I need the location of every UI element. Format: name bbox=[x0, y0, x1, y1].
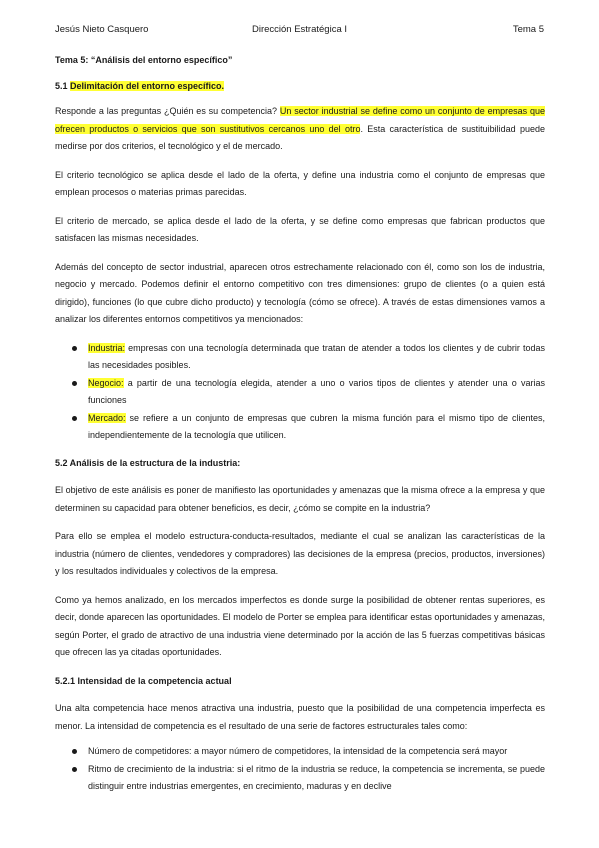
text-run: se refiere a un conjunto de empresas que cubren la misma función para el mismo tipo de clientes, independientemente de la tecnología que utilicen. bbox=[88, 412, 545, 440]
paragraph: El objetivo de este análisis es poner de manifiesto las oportunidades y amenazas que la misma ofrece a la empresa y que determinen su capacidad para obtener beneficios, es decir, ¿cómo se compite en la industria? bbox=[55, 485, 545, 513]
bullet-icon bbox=[72, 346, 77, 351]
paragraph: Para ello se emplea el modelo estructura-conducta-resultados, mediante el cual se analizan las características de la industria (número de clientes, vendedores y compradores) las decisiones de la empresa (precios, productos, inversiones) y los resultados individuales y colectivos de la empresa. bbox=[55, 531, 545, 576]
bullet-icon bbox=[72, 416, 77, 421]
header-author: Jesús Nieto Casquero bbox=[55, 24, 149, 35]
section-5-2-1-heading: 5.2.1 Intensidad de la competencia actual bbox=[55, 675, 232, 686]
factors-list bbox=[55, 743, 545, 796]
header-topic: Tema 5 bbox=[512, 24, 544, 35]
list-item bbox=[55, 340, 545, 375]
bullet-icon bbox=[72, 749, 77, 754]
paragraph: El criterio de mercado, se aplica desde el lado de la oferta, y se define como empresas que fabrican productos que satisfacen las mismas necesidades. bbox=[55, 215, 545, 243]
bullet-icon bbox=[72, 381, 77, 386]
list-item bbox=[55, 743, 545, 761]
text-run: empresas con una tecnología determinada que tratan de atender a todos los clientes y de cubrir todas las necesidades posibles. bbox=[88, 342, 545, 370]
section-5-2-heading: 5.2 Análisis de la estructura de la industria: bbox=[55, 457, 241, 468]
header-subject: Dirección Estratégica I bbox=[251, 24, 348, 35]
paragraph bbox=[55, 103, 545, 156]
paragraph: Como ya hemos analizado, en los mercados imperfectos es donde surge la posibilidad de obtener rentas superiores, es decir, donde aparecen las oportunidades. El modelo de Porter se emplea para identificar estas oportunidades y amenazas, según Porter, el grado de atractivo de una industria viene determinado por la acción de las 5 fuerzas competitivas básicas que ofrecen las ya citadas oportunidades. bbox=[55, 594, 545, 657]
term-highlight: Industria: bbox=[88, 342, 126, 353]
term-highlight: Mercado: bbox=[88, 412, 126, 423]
section-number: 5.1 bbox=[55, 80, 71, 91]
term-highlight: Negocio: bbox=[88, 377, 124, 388]
definitions-list bbox=[55, 340, 545, 445]
list-item bbox=[55, 410, 545, 445]
text-run: Responde a las preguntas ¿Quién es su competencia? bbox=[55, 106, 280, 116]
section-title-highlight: Delimitación del entorno específico. bbox=[70, 80, 225, 91]
document-body bbox=[55, 52, 545, 796]
bullet-icon bbox=[72, 767, 77, 772]
paragraph: Una alta competencia hace menos atractiva una industria, puesto que la posibilidad de una competencia imperfecta es menor. La intensidad de competencia es el resultado de una serie de factores estructurales tales como: bbox=[55, 703, 545, 731]
section-5-1-heading bbox=[55, 78, 545, 96]
text-run: Ritmo de crecimiento de la industria: si el ritmo de la industria se reduce, la competencia se incrementa, se puede distinguir entre industrias emergentes, en crecimiento, maduras y en declive bbox=[88, 763, 545, 791]
text-run: a partir de una tecnología elegida, atender a uno o varios tipos de clientes y atender una o varias funciones bbox=[88, 377, 545, 405]
highlighted-text: Un sector industrial se define como un conjunto de empresas que ofrecen productos o servicios que son sustitutivos cercanos uno del otro bbox=[55, 106, 546, 134]
text-run: . Esta característica de sustituibilidad puede medirse por dos criterios, el tecnológico y el de mercado. bbox=[55, 123, 545, 151]
document-title: Tema 5: “Análisis del entorno específico” bbox=[55, 55, 233, 65]
text-run: Número de competidores: a mayor número de competidores, la intensidad de la competencia será mayor bbox=[88, 746, 508, 756]
paragraph: El criterio tecnológico se aplica desde el lado de la oferta, y define una industria como el conjunto de empresas que emplean procesos o materias primas parecidas. bbox=[55, 169, 545, 197]
paragraph: Además del concepto de sector industrial, aparecen otros estrechamente relacionado con él, como son los de industria, negocio y mercado. Podemos definir el entorno competitivo con tres dimensiones: grupo de clientes (o a quien está dirigido), funciones (lo que cubre dicho producto) y tecnología (cómo se ofrece). A través de estas dimensiones vamos a analizar los diferentes entornos competitivos ya mencionados: bbox=[55, 261, 545, 324]
list-item bbox=[55, 375, 545, 410]
list-item bbox=[55, 761, 545, 796]
